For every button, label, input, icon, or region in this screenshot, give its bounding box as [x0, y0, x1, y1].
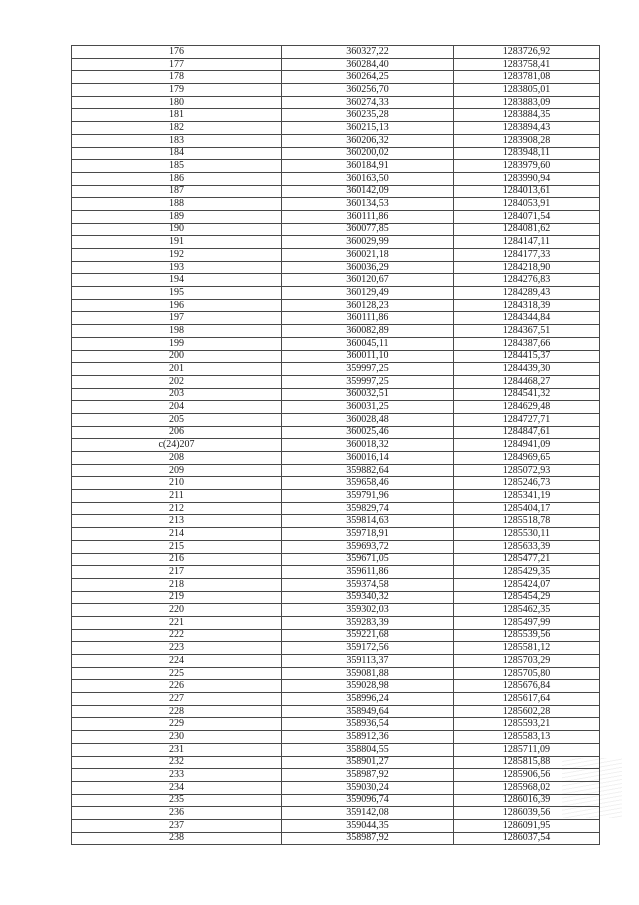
- x-coordinate-cell: 360082,89: [282, 325, 454, 338]
- table-row: [72, 147, 600, 160]
- table-row: [72, 464, 600, 477]
- point-number-cell: 235: [72, 794, 282, 807]
- x-coordinate-cell: 360284,40: [282, 58, 454, 71]
- point-number-cell: 230: [72, 731, 282, 744]
- x-coordinate-cell: 359030,24: [282, 781, 454, 794]
- y-coordinate-cell: 1286039,56: [454, 807, 600, 820]
- table-row: [72, 71, 600, 84]
- y-coordinate-cell: 1285593,21: [454, 718, 600, 731]
- x-coordinate-cell: 358901,27: [282, 756, 454, 769]
- point-number-cell: 236: [72, 807, 282, 820]
- y-coordinate-cell: 1284468,27: [454, 375, 600, 388]
- point-number-cell: 217: [72, 566, 282, 579]
- x-coordinate-cell: 360327,22: [282, 46, 454, 59]
- point-number-cell: 200: [72, 350, 282, 363]
- y-coordinate-cell: 1284439,30: [454, 363, 600, 376]
- x-coordinate-cell: 359113,37: [282, 655, 454, 668]
- x-coordinate-cell: 359340,32: [282, 591, 454, 604]
- x-coordinate-cell: 358987,92: [282, 769, 454, 782]
- x-coordinate-cell: 359658,46: [282, 477, 454, 490]
- x-coordinate-cell: 359718,91: [282, 528, 454, 541]
- y-coordinate-cell: 1283726,92: [454, 46, 600, 59]
- point-number-cell: 232: [72, 756, 282, 769]
- point-number-cell: 234: [72, 781, 282, 794]
- x-coordinate-cell: 360256,70: [282, 84, 454, 97]
- y-coordinate-cell: 1284629,48: [454, 401, 600, 414]
- y-coordinate-cell: 1286091,95: [454, 819, 600, 832]
- point-number-cell: 191: [72, 236, 282, 249]
- y-coordinate-cell: 1285968,02: [454, 781, 600, 794]
- point-number-cell: 179: [72, 84, 282, 97]
- y-coordinate-cell: 1285246,73: [454, 477, 600, 490]
- x-coordinate-cell: 360021,18: [282, 249, 454, 262]
- x-coordinate-cell: 360032,51: [282, 388, 454, 401]
- point-number-cell: 213: [72, 515, 282, 528]
- table-row: [72, 743, 600, 756]
- point-number-cell: 192: [72, 249, 282, 262]
- y-coordinate-cell: 1285424,07: [454, 578, 600, 591]
- y-coordinate-cell: 1285617,64: [454, 693, 600, 706]
- point-number-cell: 185: [72, 160, 282, 173]
- table-row: [72, 375, 600, 388]
- y-coordinate-cell: 1285583,13: [454, 731, 600, 744]
- x-coordinate-cell: 360011,10: [282, 350, 454, 363]
- y-coordinate-cell: 1283884,35: [454, 109, 600, 122]
- y-coordinate-cell: 1284727,71: [454, 413, 600, 426]
- x-coordinate-cell: 360045,11: [282, 337, 454, 350]
- point-number-cell: 218: [72, 578, 282, 591]
- point-number-cell: 198: [72, 325, 282, 338]
- x-coordinate-cell: 359028,98: [282, 680, 454, 693]
- point-number-cell: 226: [72, 680, 282, 693]
- point-number-cell: 220: [72, 604, 282, 617]
- x-coordinate-cell: 359882,64: [282, 464, 454, 477]
- point-number-cell: 215: [72, 540, 282, 553]
- y-coordinate-cell: 1285341,19: [454, 490, 600, 503]
- point-number-cell: 187: [72, 185, 282, 198]
- point-number-cell: 204: [72, 401, 282, 414]
- point-number-cell: 223: [72, 642, 282, 655]
- y-coordinate-cell: 1284147,11: [454, 236, 600, 249]
- y-coordinate-cell: 1286016,39: [454, 794, 600, 807]
- point-number-cell: 225: [72, 667, 282, 680]
- y-coordinate-cell: 1284289,43: [454, 287, 600, 300]
- table-row: [72, 667, 600, 680]
- table-row: [72, 223, 600, 236]
- y-coordinate-cell: 1283948,11: [454, 147, 600, 160]
- table-row: [72, 502, 600, 515]
- y-coordinate-cell: 1284276,83: [454, 274, 600, 287]
- table-row: [72, 477, 600, 490]
- table-row: [72, 540, 600, 553]
- y-coordinate-cell: 1284344,84: [454, 312, 600, 325]
- y-coordinate-cell: 1285602,28: [454, 705, 600, 718]
- table-row: [72, 249, 600, 262]
- x-coordinate-cell: 360142,09: [282, 185, 454, 198]
- point-number-cell: 231: [72, 743, 282, 756]
- y-coordinate-cell: 1285676,84: [454, 680, 600, 693]
- x-coordinate-cell: 360031,25: [282, 401, 454, 414]
- table-row: [72, 122, 600, 135]
- x-coordinate-cell: 360163,50: [282, 172, 454, 185]
- x-coordinate-cell: 360129,49: [282, 287, 454, 300]
- point-number-cell: 210: [72, 477, 282, 490]
- point-number-cell: 212: [72, 502, 282, 515]
- point-number-cell: 188: [72, 198, 282, 211]
- y-coordinate-cell: 1284969,65: [454, 452, 600, 465]
- coordinates-table: [71, 45, 600, 845]
- point-number-cell: 224: [72, 655, 282, 668]
- point-number-cell: 219: [72, 591, 282, 604]
- table-row: [72, 198, 600, 211]
- table-row: [72, 616, 600, 629]
- x-coordinate-cell: 359693,72: [282, 540, 454, 553]
- table-row: [72, 299, 600, 312]
- table-row: [72, 591, 600, 604]
- table-row: [72, 388, 600, 401]
- point-number-cell: 201: [72, 363, 282, 376]
- x-coordinate-cell: 360215,13: [282, 122, 454, 135]
- point-number-cell: 228: [72, 705, 282, 718]
- x-coordinate-cell: 359142,08: [282, 807, 454, 820]
- y-coordinate-cell: 1285429,35: [454, 566, 600, 579]
- x-coordinate-cell: 358987,92: [282, 832, 454, 845]
- y-coordinate-cell: 1285404,17: [454, 502, 600, 515]
- point-number-cell: 211: [72, 490, 282, 503]
- x-coordinate-cell: 360264,25: [282, 71, 454, 84]
- x-coordinate-cell: 360274,33: [282, 96, 454, 109]
- y-coordinate-cell: 1285705,80: [454, 667, 600, 680]
- y-coordinate-cell: 1285633,39: [454, 540, 600, 553]
- x-coordinate-cell: 360028,48: [282, 413, 454, 426]
- point-number-cell: 214: [72, 528, 282, 541]
- y-coordinate-cell: 1284387,66: [454, 337, 600, 350]
- point-number-cell: 229: [72, 718, 282, 731]
- y-coordinate-cell: 1284941,09: [454, 439, 600, 452]
- table-row: [72, 680, 600, 693]
- x-coordinate-cell: 358996,24: [282, 693, 454, 706]
- y-coordinate-cell: 1284218,90: [454, 261, 600, 274]
- point-number-cell: 194: [72, 274, 282, 287]
- table-row: [72, 819, 600, 832]
- y-coordinate-cell: 1283781,08: [454, 71, 600, 84]
- point-number-cell: 199: [72, 337, 282, 350]
- y-coordinate-cell: 1284847,61: [454, 426, 600, 439]
- x-coordinate-cell: 360111,86: [282, 210, 454, 223]
- y-coordinate-cell: 1283979,60: [454, 160, 600, 173]
- x-coordinate-cell: 360235,28: [282, 109, 454, 122]
- table-row: [72, 337, 600, 350]
- table-row: [72, 578, 600, 591]
- x-coordinate-cell: 360128,23: [282, 299, 454, 312]
- x-coordinate-cell: 360111,86: [282, 312, 454, 325]
- table-row: [72, 629, 600, 642]
- point-number-cell: 193: [72, 261, 282, 274]
- point-number-cell: 233: [72, 769, 282, 782]
- y-coordinate-cell: 1283908,28: [454, 134, 600, 147]
- table-row: [72, 236, 600, 249]
- point-number-cell: 190: [72, 223, 282, 236]
- x-coordinate-cell: 359814,63: [282, 515, 454, 528]
- x-coordinate-cell: 359283,39: [282, 616, 454, 629]
- x-coordinate-cell: 360184,91: [282, 160, 454, 173]
- x-coordinate-cell: 360077,85: [282, 223, 454, 236]
- table-row: [72, 604, 600, 617]
- y-coordinate-cell: 1285906,56: [454, 769, 600, 782]
- point-number-cell: 216: [72, 553, 282, 566]
- y-coordinate-cell: 1283758,41: [454, 58, 600, 71]
- x-coordinate-cell: 358912,36: [282, 731, 454, 744]
- table-row: [72, 210, 600, 223]
- table-row: [72, 134, 600, 147]
- table-row: [72, 832, 600, 845]
- table-row: [72, 642, 600, 655]
- y-coordinate-cell: 1284415,37: [454, 350, 600, 363]
- table-row: [72, 413, 600, 426]
- table-row: [72, 731, 600, 744]
- point-number-cell: 237: [72, 819, 282, 832]
- x-coordinate-cell: 359044,35: [282, 819, 454, 832]
- point-number-cell: 208: [72, 452, 282, 465]
- table-row: [72, 312, 600, 325]
- x-coordinate-cell: 360025,46: [282, 426, 454, 439]
- y-coordinate-cell: 1284053,91: [454, 198, 600, 211]
- point-number-cell: 203: [72, 388, 282, 401]
- y-coordinate-cell: 1283883,09: [454, 96, 600, 109]
- x-coordinate-cell: 359374,58: [282, 578, 454, 591]
- y-coordinate-cell: 1285072,93: [454, 464, 600, 477]
- x-coordinate-cell: 360120,67: [282, 274, 454, 287]
- point-number-cell: 181: [72, 109, 282, 122]
- table-row: [72, 426, 600, 439]
- point-number-cell: 209: [72, 464, 282, 477]
- table-row: [72, 350, 600, 363]
- y-coordinate-cell: 1285539,56: [454, 629, 600, 642]
- x-coordinate-cell: 358936,54: [282, 718, 454, 731]
- y-coordinate-cell: 1284013,61: [454, 185, 600, 198]
- x-coordinate-cell: 360018,32: [282, 439, 454, 452]
- table-row: [72, 84, 600, 97]
- point-number-cell: 206: [72, 426, 282, 439]
- scan-smudge: [562, 758, 622, 818]
- point-number-cell: 227: [72, 693, 282, 706]
- x-coordinate-cell: 359096,74: [282, 794, 454, 807]
- table-row: [72, 58, 600, 71]
- table-row: [72, 46, 600, 59]
- table-row: [72, 781, 600, 794]
- y-coordinate-cell: 1285454,29: [454, 591, 600, 604]
- x-coordinate-cell: 359611,86: [282, 566, 454, 579]
- point-number-cell: 177: [72, 58, 282, 71]
- x-coordinate-cell: 359791,96: [282, 490, 454, 503]
- x-coordinate-cell: 360134,53: [282, 198, 454, 211]
- x-coordinate-cell: 359081,88: [282, 667, 454, 680]
- table-row: [72, 185, 600, 198]
- table-row: [72, 160, 600, 173]
- y-coordinate-cell: 1285518,78: [454, 515, 600, 528]
- point-number-cell: 238: [72, 832, 282, 845]
- table-row: [72, 515, 600, 528]
- coordinates-table-body: [72, 46, 600, 845]
- table-row: [72, 794, 600, 807]
- x-coordinate-cell: 360200,02: [282, 147, 454, 160]
- y-coordinate-cell: 1284081,62: [454, 223, 600, 236]
- table-row: [72, 96, 600, 109]
- point-number-cell: 178: [72, 71, 282, 84]
- x-coordinate-cell: 360029,99: [282, 236, 454, 249]
- table-row: [72, 528, 600, 541]
- x-coordinate-cell: 360016,14: [282, 452, 454, 465]
- table-row: [72, 274, 600, 287]
- table-row: [72, 718, 600, 731]
- x-coordinate-cell: 359302,03: [282, 604, 454, 617]
- table-row: [72, 325, 600, 338]
- y-coordinate-cell: 1284071,54: [454, 210, 600, 223]
- x-coordinate-cell: 360206,32: [282, 134, 454, 147]
- table-row: [72, 566, 600, 579]
- x-coordinate-cell: 359997,25: [282, 363, 454, 376]
- table-row: [72, 553, 600, 566]
- point-number-cell: 176: [72, 46, 282, 59]
- table-row: [72, 439, 600, 452]
- x-coordinate-cell: 359997,25: [282, 375, 454, 388]
- y-coordinate-cell: 1285703,29: [454, 655, 600, 668]
- point-number-cell: 183: [72, 134, 282, 147]
- table-row: [72, 655, 600, 668]
- point-number-cell: 196: [72, 299, 282, 312]
- table-row: [72, 769, 600, 782]
- x-coordinate-cell: 360036,29: [282, 261, 454, 274]
- y-coordinate-cell: 1285815,88: [454, 756, 600, 769]
- y-coordinate-cell: 1284541,32: [454, 388, 600, 401]
- table-row: [72, 756, 600, 769]
- y-coordinate-cell: 1284177,33: [454, 249, 600, 262]
- point-number-cell: 202: [72, 375, 282, 388]
- point-number-cell: 180: [72, 96, 282, 109]
- table-row: [72, 807, 600, 820]
- y-coordinate-cell: 1285497,99: [454, 616, 600, 629]
- point-number-cell: 182: [72, 122, 282, 135]
- y-coordinate-cell: 1285581,12: [454, 642, 600, 655]
- table-row: [72, 693, 600, 706]
- point-number-cell: 221: [72, 616, 282, 629]
- table-row: [72, 363, 600, 376]
- y-coordinate-cell: 1283894,43: [454, 122, 600, 135]
- x-coordinate-cell: 359671,05: [282, 553, 454, 566]
- y-coordinate-cell: 1284318,39: [454, 299, 600, 312]
- point-number-cell: 197: [72, 312, 282, 325]
- x-coordinate-cell: 358804,55: [282, 743, 454, 756]
- point-number-cell: 186: [72, 172, 282, 185]
- y-coordinate-cell: 1285711,09: [454, 743, 600, 756]
- point-number-cell: 222: [72, 629, 282, 642]
- table-row: [72, 261, 600, 274]
- x-coordinate-cell: 359829,74: [282, 502, 454, 515]
- table-row: [72, 490, 600, 503]
- y-coordinate-cell: 1284367,51: [454, 325, 600, 338]
- table-row: [72, 287, 600, 300]
- table-row: [72, 452, 600, 465]
- y-coordinate-cell: 1285530,11: [454, 528, 600, 541]
- point-number-cell: c(24)207: [72, 439, 282, 452]
- x-coordinate-cell: 359172,56: [282, 642, 454, 655]
- y-coordinate-cell: 1285462,35: [454, 604, 600, 617]
- y-coordinate-cell: 1285477,21: [454, 553, 600, 566]
- x-coordinate-cell: 359221,68: [282, 629, 454, 642]
- y-coordinate-cell: 1283805,01: [454, 84, 600, 97]
- table-row: [72, 109, 600, 122]
- x-coordinate-cell: 358949,64: [282, 705, 454, 718]
- table-row: [72, 401, 600, 414]
- y-coordinate-cell: 1286037,54: [454, 832, 600, 845]
- table-row: [72, 705, 600, 718]
- point-number-cell: 195: [72, 287, 282, 300]
- point-number-cell: 205: [72, 413, 282, 426]
- point-number-cell: 189: [72, 210, 282, 223]
- point-number-cell: 184: [72, 147, 282, 160]
- y-coordinate-cell: 1283990,94: [454, 172, 600, 185]
- table-row: [72, 172, 600, 185]
